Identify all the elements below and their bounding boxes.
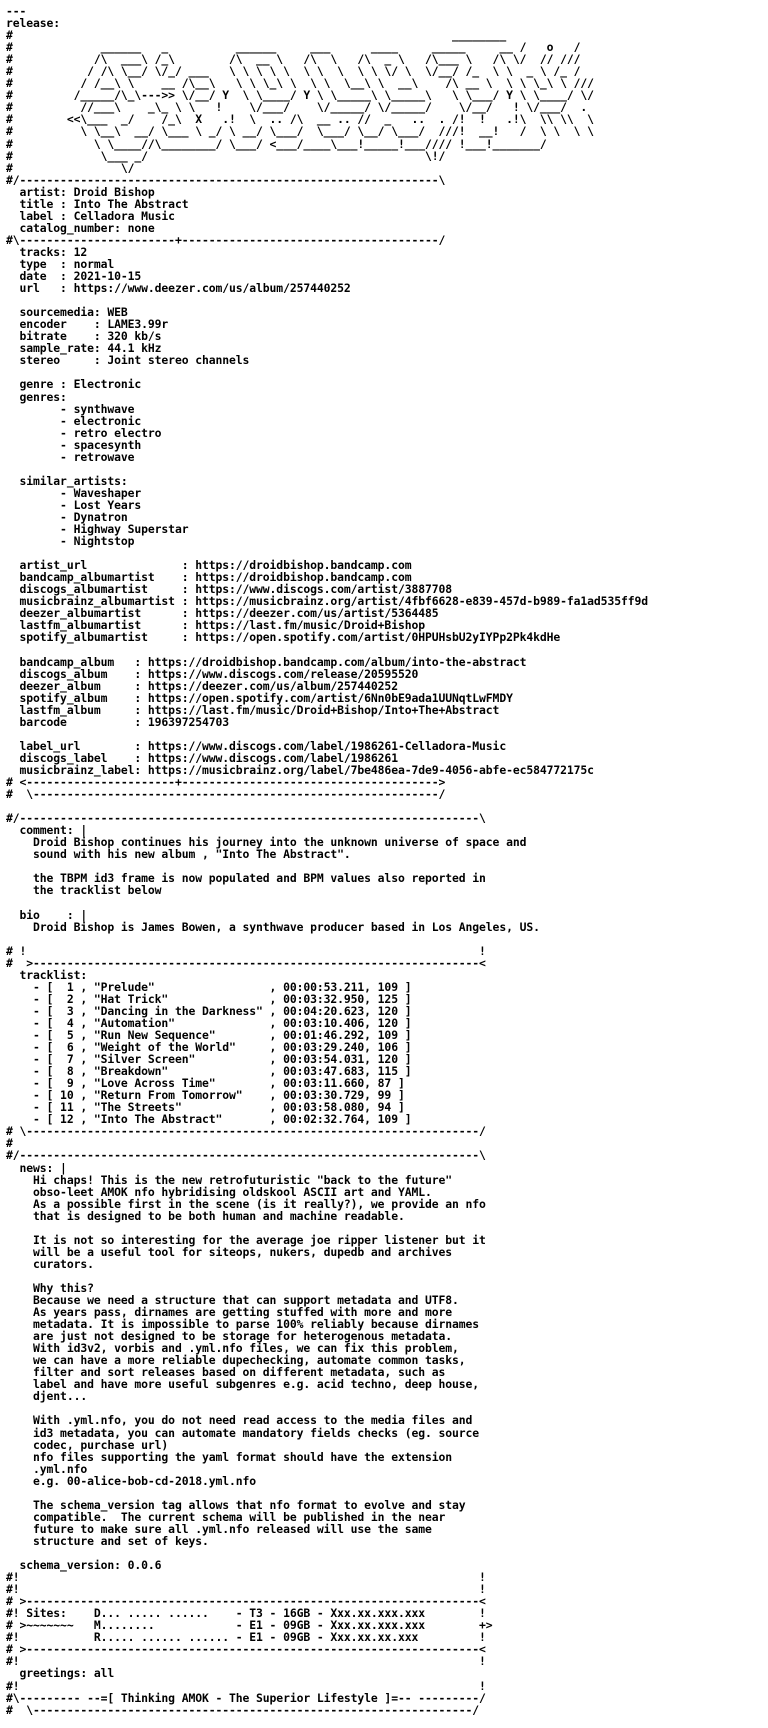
nfo-text: --- release: # ________ # ______ _ ______ ___ ____ _____ __ / o / # /\ ___\ /_\ /\ __ \ /\ \ /\ _ \ /\___ \ /\ \/ // /// # / /\ \__/ \/_/ ___ \ \ \ \ \ \ \ \ \ \ \/ \ \/__/ /_ \ \ _ \ /_ / # / /__\ \ __ /\__\ \ \ \_\ \ \ \ \__\ \ __\ /\ __ \ \ \ \_\ \ /// # /_____/\_\--->> \/__/ Y \ \____/ Y \ \_____\ \_____\ \ \___/ Y \ \____/ \/ # //___\ _\_ \ \ ! \/___/ \/_____/ \/_____/ \/__/ ! \/___/ . # <<\___ _/ /_\ X .! \ .. /\ __ .. // _ .. . /! ! .!\ \\ \\ \ # \ \__\ __/ \___ \ _/ \ __/ \___/ \___/ \__/ \___/ ///! __! / \ \ \ \ # \ \____//\________/ \___/ <___/____\___!_____!___//// !___!_______/ # \___ _/ \!/ # \/ #/--------------------------------------------------------------\ artist: Droid Bishop title : Into The Abstract label : Celladora Music catalog_number: none #\-----------------------+--------------------------------------/ tracks: 12 type : normal date : 2021-10-15 url : https://www.deezer.com/us/album/257440252 sourcemedia: WEB encoder : LAME3.99r bitrate : 320 kb/s sample_rate: 44.1 kHz stereo : Joint stereo channels genre : Electronic genres: - synthwave - electronic - retro electro - spacesynth - retrowave similar_artists: - Waveshaper - Lost Years - Dynatron - Highway Superstar - Nightstop artist_url : https://droidbishop.bandcamp.com bandcamp_albumartist : https://droidbishop.bandcamp.com discogs_albumartist : https://www.discogs.com/artist/3887708 musicbrainz_albumartist : https://musicbrainz.org/artist/4fbf6628-e839-457d-b989-fa1ad535ff9d deezer_albumartist : https://deezer.com/us/artist/5364485 lastfm_albumartist : https://last.fm/music/Droid+Bishop spotify_albumartist : https://open.spotify.com/artist/0HPUHsbU2yIYPp2Pk4kdHe bandcamp_album : https://droidbishop.bandcamp.com/album/into-the-abstract discogs_album : https://www.discogs.com/release/20595520 deezer_album : https://deezer.com/us/album/257440252 spotify_album : https://open.spotify.com/artist/6Nn0bE9ada1UUNqtLwFMDY lastfm_album : https://last.fm/music/Droid+Bishop/Into+The+Abstract barcode : 196397254703 label_url : https://www.discogs.com/label/1986261-Celladora-Music discogs_label : https://www.discogs.com/label/1986261 musicbrainz_label: https://musicbrainz.org/label/7be486ea-7de9-4056-abfe-ec584772175c # <----------------------+--------------------------------------> # \------------------------------------------------------------/ #/--------------------------------------------------------------------\ comment: | Droid Bishop continues his journey into the unknown universe of space and sound with his new album , "Into The Abstract". the TBPM id3 frame is now populated and BPM values also reported in the tracklist below bio : | Droid Bishop is James Bowen, a synthwave producer based in Los Angeles, US. # ! ! # >------------------------------------------------------------------< tracklist: - [ 1 , "Prelude" , 00:00:53.211, 109 ] - [ 2 , "Hat Trick" , 00:03:32.950, 125 ] - [ 3 , "Dancing in the Darkness" , 00:04:20.623, 120 ] - [ 4 , "Automation" , 00:03:10.406, 120 ] - [ 5 , "Run New Sequence" , 00:01:46.292, 109 ] - [ 6 , "Weight of the World" , 00:03:29.240, 106 ] - [ 7 , "Silver Screen" , 00:03:54.031, 120 ] - [ 8 , "Breakdown" , 00:03:47.683, 115 ] - [ 9 , "Love Across Time" , 00:03:11.660, 87 ] - [ 10 , "Return From Tomorrow" , 00:03:30.729, 99 ] - [ 11 , "The Streets" , 00:03:58.080, 94 ] - [ 12 , "Into The Abstract" , 00:02:32.764, 109 ] # \-------------------------------------------------------------------/ # #/--------------------------------------------------------------------\ news: | Hi chaps! This is the new retrofuturistic "back to the future" obso-leet AMOK nfo hybridising oldskool ASCII art and YAML. As a possible first in the scene (is it really?), we provide an nfo that is designed to be both human and machine readable. It is not so interesting for the average joe ripper listener but it will be a useful tool for siteops, nukers, dupedb and archives curators. Why this? Because we need a structure that can support metadata and UTF8. As years pass, dirnames are getting stuffed with more and more metadata. It is impossible to parse 100% reliably because dirnames are just not designed to be storage for heterogenous metadata. With id3v2, vorbis and .yml.nfo files, we can fix this problem, we can have a more reliable dupechecking, automate common tasks, filter and sort releases based on different metadata, such as label and have more useful subgenres e.g. acid techno, deep house, djent... With .yml.nfo, you do not need read access to the media files and id3 metadata, you can automate mandatory fields checks (eg. source codec, purchase url) nfo files supporting the yaml format should have the extension .yml.nfo e.g. 00-alice-bob-cd-2018.yml.nfo The schema_version tag allows that nfo format to evolve and stay compatible. The current schema will be published in the near future to make sure all .yml.nfo released will use the same structure and set of keys. schema_version: 0.0.6 #! ! #! ! # >-------------------------------------------------------------------< #! Sites: D... ..... ...... - T3 - 16GB - Xxx.xx.xxx.xxx ! # >~~~~~~~ M........ - E1 - 09GB - Xxx.xx.xxx.xxx +> #! R..... ...... ...... - E1 - 09GB - Xxx.xx.xx.xxx ! # >-------------------------------------------------------------------< #! ! greetings: all #! ! #\--------- --=[ Thinking AMOK - The Superior Lifestyle ]=-- ---------/ # \-----------------------------------------------------------------/ — [6, 5, 648, 1717]
nfo-document — [6, 5, 766, 1725]
